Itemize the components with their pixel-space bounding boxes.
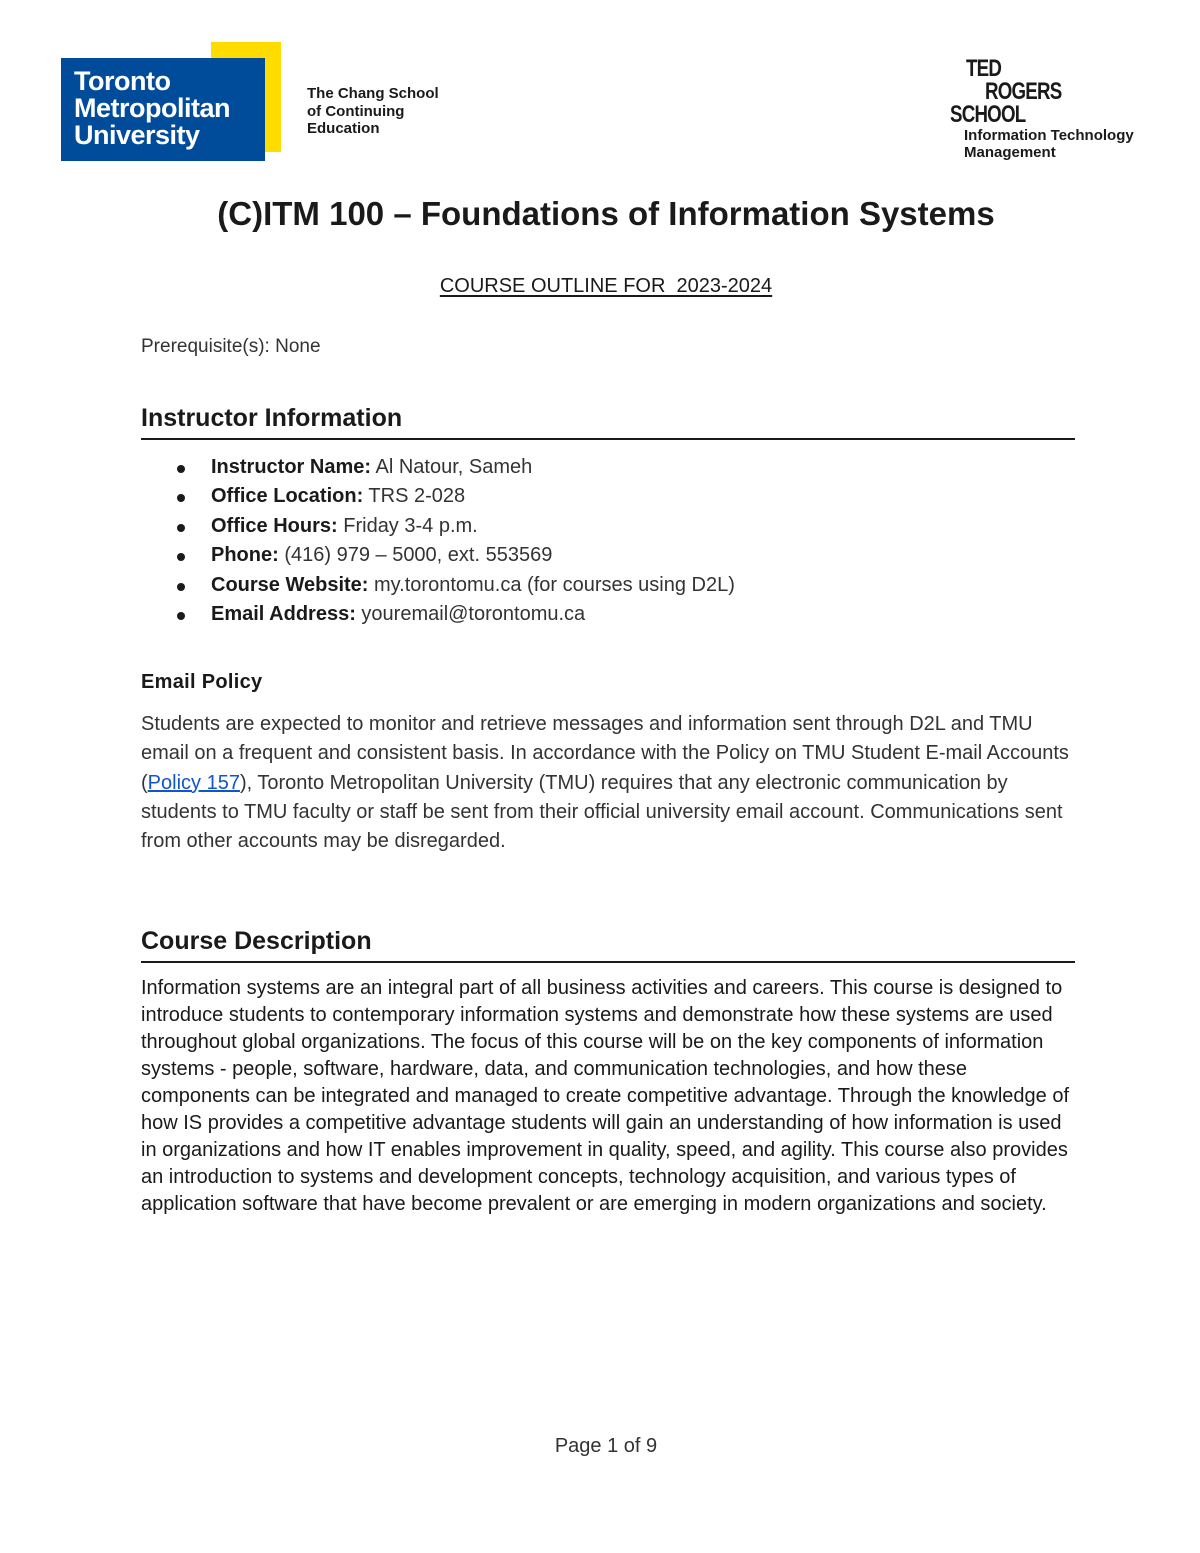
info-value: TRS 2-028 (363, 485, 466, 508)
trs-logo-word: TED (966, 55, 1002, 82)
email-policy-text-part: ), Toronto Metropolitan University (TMU) requires that any electronic communication by students to TMU faculty or staff be sent from their official university email account. Communications sent from other accounts may be disregarded. (141, 771, 1063, 853)
trs-logo-word: SCHOOL (950, 101, 1026, 128)
email-policy-text-part: Students are expected to monitor and retrieve messages and information sent through D2L and TMU email on a frequent and consistent basis. In accordance with the Policy on TMU Student E-mail Accounts ( (141, 713, 1069, 794)
info-label: Email Address: (211, 603, 356, 626)
page-number: Page 1 of 9 (554, 1435, 658, 1457)
bullet-icon (177, 494, 185, 502)
course-website-item (141, 571, 735, 600)
office-location-item (141, 482, 735, 511)
instructor-name-item (141, 453, 735, 482)
bullet-icon (177, 583, 185, 591)
email-policy-text (141, 710, 1076, 856)
bullet-icon (177, 524, 185, 532)
instructor-information-heading: Instructor Information (141, 403, 1075, 440)
info-value: my.torontomu.ca (for courses using D2L) (368, 573, 735, 596)
tmu-logo-line: Toronto (74, 66, 171, 96)
trs-logo-subtitle (964, 127, 1134, 161)
info-value: (416) 979 – 5000, ext. 553569 (278, 544, 553, 567)
info-label: Office Location: (211, 485, 364, 508)
tmu-logo-line: Metropolitan (74, 93, 230, 123)
trs-sub-line: Management (964, 144, 1056, 161)
document-subtitle (0, 273, 1200, 299)
email-policy-heading: Email Policy (141, 671, 263, 693)
tmu-logo-blue-block (61, 58, 265, 161)
ted-rogers-school-logo (950, 57, 1150, 167)
info-value: youremail@torontomu.ca (355, 603, 586, 626)
office-hours-item (141, 512, 735, 541)
info-value: Friday 3-4 p.m. (337, 514, 478, 537)
info-label: Course Website: (211, 573, 369, 596)
info-label: Office Hours: (211, 514, 338, 537)
trs-sub-line: Information Technology (964, 127, 1134, 144)
instructor-info-list (141, 453, 735, 629)
info-label: Instructor Name: (211, 456, 372, 478)
info-value: Al Natour, Sameh (371, 456, 533, 478)
document-title: (C)ITM 100 – Foundations of Information Systems (217, 195, 995, 232)
trs-logo-word: ROGERS (985, 78, 1062, 105)
policy-157-link[interactable]: Policy 157 (147, 771, 240, 794)
course-outline-year: COURSE OUTLINE FOR 2023-2024 (439, 275, 773, 297)
course-description-heading: Course Description (141, 926, 1075, 963)
chang-line: The Chang School (307, 85, 439, 102)
course-description-text: Information systems are an integral part of all business activities and careers. This course is designed to introduce students to contemporary information systems and demonstrate how these systems are used throughout global organizations. The focus of this course will be on the key components of information systems - people, software, hardware, data, and communication technologies, and how these components can be integrated and managed to create competitive advantage. Through the knowledge of how IS provides a competitive advantage students will gain an understanding of how information is used in organizations and how IT enables improvement in quality, speed, and agility. This course also provides an introduction to systems and development concepts, technology acquisition, and various types of application software that have become prevalent or are emerging in modern organizations and society. (141, 977, 1070, 1215)
chang-line: Education (307, 120, 380, 137)
phone-item (141, 541, 735, 570)
bullet-icon (177, 612, 185, 620)
info-label: Phone: (211, 544, 279, 567)
prerequisites: Prerequisite(s): None (141, 336, 321, 357)
bullet-icon (177, 465, 185, 473)
email-address-item (141, 600, 735, 629)
bullet-icon (177, 553, 185, 561)
chang-line: of Continuing (307, 102, 405, 120)
tmu-logo (61, 42, 281, 162)
tmu-logo-line: University (74, 120, 200, 150)
chang-school-logo-text (307, 85, 439, 138)
